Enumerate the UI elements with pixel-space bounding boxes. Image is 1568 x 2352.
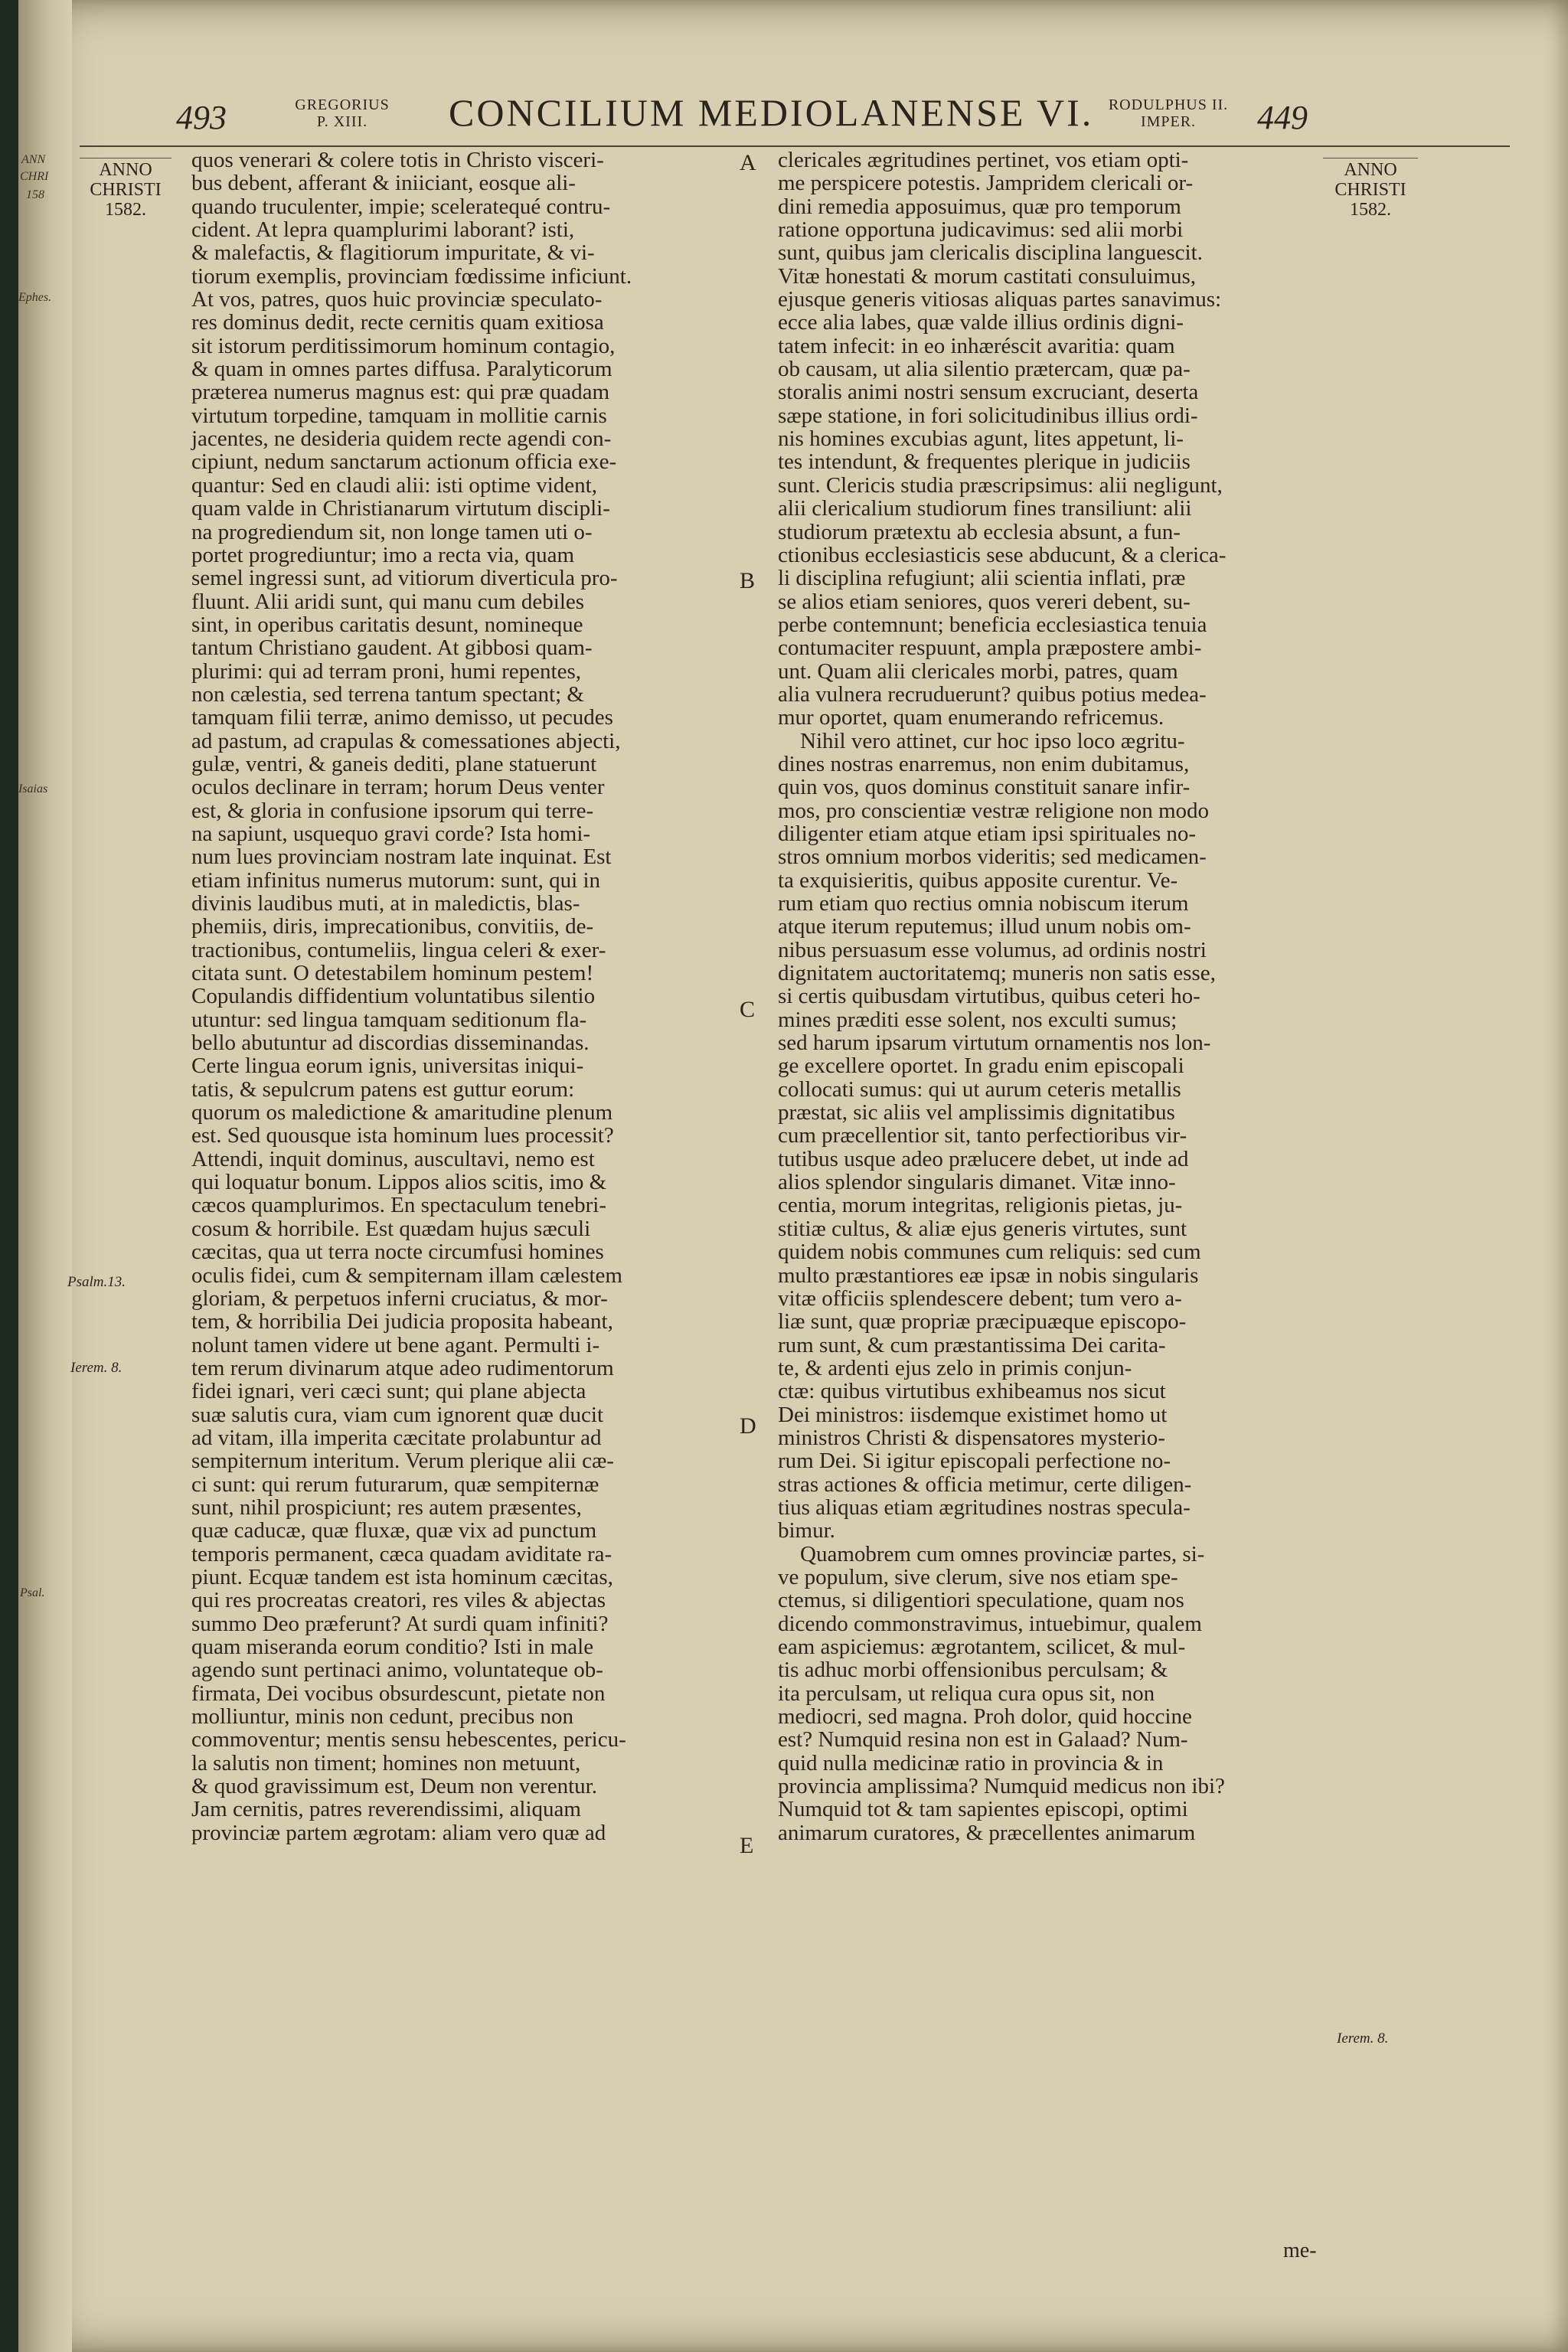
section-letter: C <box>740 997 756 1022</box>
text-line: ratione opportuna judicavimus: sed alii morbi <box>778 217 1184 243</box>
text-line: agendo sunt pertinaci animo, voluntateque ob- <box>191 1658 603 1683</box>
text-line: At vos, patres, quos huic provinciæ speculato- <box>191 287 603 312</box>
text-line: cæcos quamplurimos. En spectaculum tenebri- <box>191 1193 606 1218</box>
text-line: firmata, Dei vocibus obsurdescunt, pietate non <box>191 1681 606 1706</box>
text-line: provincia amplissima? Numquid medicus non ibi? <box>778 1774 1225 1799</box>
text-line: Copulandis diffidentium voluntatibus silentio <box>191 984 596 1009</box>
text-line: citata sunt. O detestabilem hominum pestem! <box>191 961 594 986</box>
pope-label: GREGORIUS P. XIII. <box>295 96 390 130</box>
text-line: animarum curatores, & præcellentes animarum <box>778 1820 1196 1845</box>
text-line: diligenter etiam atque etiam ipsi spirituales no- <box>778 821 1197 846</box>
text-line: rum sunt, & cum præstantissima Dei carita- <box>778 1332 1166 1357</box>
text-line: molliuntur, minis non cedunt, precibus non <box>191 1704 574 1730</box>
text-line: tius aliquas etiam ægritudines nostras specula- <box>778 1494 1191 1520</box>
text-line: cæcitas, qua ut terra nocte circumfusi homines <box>191 1240 604 1265</box>
page-title: CONCILIUM MEDIOLANENSE VI. <box>449 91 1094 134</box>
text-line: & malefactis, & flagitiorum impuritate, & vi- <box>191 240 595 266</box>
text-line: cum præcellentior sit, tanto perfectioribus vir- <box>778 1123 1187 1148</box>
text-line: sempiternum interitum. Verum plerique alii cæ- <box>191 1449 614 1474</box>
text-line: bus debent, afferant & iniiciant, eosque ali- <box>191 171 576 196</box>
text-line: est? Numquid resina non est in Galaad? Num- <box>778 1727 1188 1753</box>
text-line: etiam infinitus numerus mutorum: sunt, qui in <box>191 867 601 893</box>
text-line: rum Dei. Si igitur episcopali perfectione no- <box>778 1449 1171 1474</box>
text-line: sunt, quibus jam clericalis disciplina languescit. <box>778 240 1203 266</box>
text-line: ci sunt: qui rerum futurarum, quæ sempiternæ <box>191 1472 599 1497</box>
text-line: Vitæ honestati & morum castitati consuluimus, <box>778 263 1196 289</box>
text-line: tis adhuc morbi offensionibus perculsam; & <box>778 1658 1168 1683</box>
text-line: præterea numerus magnus est: qui præ quadam <box>191 380 610 405</box>
text-line: studiorum prætextu ab ecclesia absunt, a fun- <box>778 519 1181 544</box>
text-line: non cælestia, sed terrena tantum spectant; & <box>191 681 584 707</box>
text-line: commoventur; mentis sensu hebescentes, pericu- <box>191 1727 626 1753</box>
text-line: est. Sed quousque ista hominum lues processit? <box>191 1123 614 1148</box>
text-line: præstat, sic aliis vel amplissimis dignitatibus <box>778 1100 1175 1125</box>
text-line: oculos declinare in terram; horum Deus venter <box>191 775 605 800</box>
text-line: quorum os maledictione & amaritudine plenum <box>191 1100 613 1125</box>
prev-page-fragment: CHRI <box>20 170 49 183</box>
text-line: ecce alia labes, quæ valde illius ordinis digni- <box>778 310 1184 335</box>
text-line: centia, morum integritas, religionis pietas, ju- <box>778 1193 1183 1218</box>
text-line: ad pastum, ad crapulas & comessationes abjecti, <box>191 728 621 753</box>
text-line: quidem nobis communes cum reliquis: sed cum <box>778 1240 1201 1265</box>
text-line: mines præditi esse solent, nos exculti sumus; <box>778 1007 1178 1032</box>
text-line: tractionibus, contumeliis, lingua celeri & exer- <box>191 937 606 962</box>
text-line: me perspicere potestis. Jampridem clericali or- <box>778 171 1194 196</box>
text-line: stitiæ cultus, & aliæ ejus generis virtutes, sunt <box>778 1216 1187 1241</box>
margin-note-jeremiah: Ierem. 8. <box>1337 2030 1389 2047</box>
text-line: suæ salutis cura, viam cum ignorent quæ ducit <box>191 1402 604 1427</box>
text-line: ob causam, ut alia silentio prætercam, quæ pa- <box>778 357 1191 382</box>
text-line: utuntur: sed lingua tamquam seditionum fla- <box>191 1007 587 1032</box>
text-line: multo præstantiores eæ ipsæ in nobis singularis <box>778 1263 1199 1288</box>
text-line: virtutum torpedine, tamquam in mollitie carnis <box>191 403 607 428</box>
text-line: tutibus usque adeo prælucere debet, ut inde ad <box>778 1146 1189 1171</box>
text-line: tiorum exemplis, provinciam fœdissime inficiunt. <box>191 263 632 289</box>
text-line: gloriam, & perpetuos inferni cruciatus, & mor- <box>191 1285 608 1311</box>
right-text-column <box>778 149 1334 1844</box>
text-line: nis homines excubias agunt, lites appetunt, li- <box>778 426 1184 452</box>
prev-page-fragment: Ephes. <box>18 291 52 304</box>
anno-christi-right: ANNO CHRISTI 1582. <box>1323 158 1418 220</box>
text-line: & quod gravissimum est, Deum non verentur. <box>191 1774 597 1799</box>
text-line: alia vulnera recruduerunt? quibus potius medea- <box>778 681 1207 707</box>
emperor-label: RODULPHUS II. IMPER. <box>1108 96 1229 130</box>
text-line: ve populum, sive clerum, sive nos etiam spe- <box>778 1564 1178 1589</box>
text-line: tantum Christiano gaudent. At gibbosi quam- <box>191 635 593 661</box>
text-line: Quamobrem cum omnes provinciæ partes, si- <box>778 1541 1205 1566</box>
text-line: quam valde in Christianarum virtutum discipli- <box>191 496 610 521</box>
section-letter: B <box>740 568 756 593</box>
catchword: me- <box>1283 2239 1317 2262</box>
text-line: ad vitam, illa imperita cæcitate prolabuntur ad <box>191 1425 602 1450</box>
text-line: stros omnium morbos videritis; sed medicamen- <box>778 844 1207 870</box>
text-line: clericales ægritudines pertinet, vos etiam opti- <box>778 148 1189 172</box>
text-line: dignitatem auctoritatemq; muneris non satis esse, <box>778 961 1216 986</box>
text-line: nolunt tamen videre ut bene agant. Permulti i- <box>191 1332 600 1357</box>
anno-christi-left: ANNO CHRISTI 1582. <box>80 158 172 220</box>
text-line: ita perculsam, ut reliqua cura opus sit, non <box>778 1681 1155 1706</box>
text-line: dines nostras enarremus, non enim dubitamus, <box>778 751 1190 776</box>
text-line: ctemus, si diligentiori speculatione, quam nos <box>778 1588 1184 1613</box>
text-line: quos venerari & colere totis in Christo visceri- <box>191 148 604 172</box>
text-line: piunt. Ecquæ tandem est ista hominum cæcitas, <box>191 1564 613 1589</box>
margin-note-psalm: Psalm.13. <box>67 1274 126 1290</box>
text-line: cipiunt, nedum sanctarum actionum officia exe- <box>191 449 617 475</box>
text-line: gulæ, ventri, & ganeis dediti, plane statuerunt <box>191 751 597 776</box>
text-line: ctionibus ecclesiasticis sese abducunt, & a clerica- <box>778 542 1227 567</box>
text-line: stras actiones & officia metimur, certe diligen- <box>778 1472 1192 1497</box>
book-page <box>18 0 1568 2352</box>
text-line: Dei ministros: iisdemque existimet homo ut <box>778 1402 1168 1427</box>
text-line: semel ingressi sunt, ad vitiorum diverticula pro- <box>191 566 618 591</box>
text-line: ge excellere oportet. In gradu enim episcopali <box>778 1054 1184 1079</box>
text-line: tes intendunt, & frequentes plerique in judiciis <box>778 449 1191 475</box>
header-rule <box>80 145 1510 147</box>
left-text-column <box>191 149 747 1844</box>
text-line: bello abutuntur ad discordias disseminandas. <box>191 1031 590 1056</box>
text-line: se alios etiam seniores, quos vereri debent, su- <box>778 589 1191 614</box>
text-line: quæ caducæ, quæ fluxæ, quæ vix ad punctum <box>191 1518 597 1544</box>
text-line: divinis laudibus muti, at in maledictis, blas- <box>191 891 580 916</box>
text-line: collocati sumus: qui ut aurum ceteris metallis <box>778 1076 1181 1102</box>
right-page-number: 449 <box>1257 99 1308 136</box>
text-line: quam miseranda eorum conditio? Isti in male <box>191 1635 594 1659</box>
text-line: phemiis, diris, imprecationibus, convitiis, de- <box>191 914 594 939</box>
text-line: jacentes, ne desideria quidem recte agendi con- <box>191 426 612 452</box>
text-line: plurimi: qui ad terram proni, humi repentes, <box>191 658 581 684</box>
text-line: tatem infecit: in eo inhæréscit avaritia: quam <box>778 333 1175 358</box>
text-line: unt. Quam alii clericales morbi, patres, quam <box>778 658 1178 684</box>
text-line: quando truculenter, impie; sceleratequé contru- <box>191 194 611 219</box>
text-line: alios splendor singularis dimanet. Vitæ inno- <box>778 1170 1176 1195</box>
prev-page-fragment: Isaias <box>18 782 48 795</box>
page-gutter <box>18 0 72 2352</box>
text-line: dini remedia apposuimus, quæ pro temporum <box>778 194 1181 219</box>
left-page-number: 493 <box>176 99 227 136</box>
text-line: fluunt. Alii aridi sunt, qui manu cum debiles <box>191 589 585 614</box>
text-line: Nihil vero attinet, cur hoc ipso loco ægritu- <box>778 728 1185 753</box>
prev-page-fragment: Psal. <box>20 1586 45 1599</box>
text-line: ctæ: quibus virtutibus exhibeamus nos sicut <box>778 1379 1166 1404</box>
text-line: est, & gloria in confusione ipsorum qui terre- <box>191 798 594 823</box>
text-line: mur oportet, quam enumerando refricemus. <box>778 705 1165 730</box>
text-line: na progrediendum sit, non longe tamen uti o- <box>191 519 593 544</box>
text-line: la salutis non timent; homines non metuunt, <box>191 1750 581 1775</box>
text-line: fidei ignari, veri cæci sunt; qui plane abjecta <box>191 1379 586 1404</box>
text-line: Numquid tot & tam sapientes episcopi, optimi <box>778 1797 1188 1822</box>
text-line: atque iterum reputemus; illud unum nobis om- <box>778 914 1191 939</box>
text-line: sint, in operibus caritatis desunt, nomineque <box>191 612 583 637</box>
text-line: li disciplina refugiunt; alii scientia inflati, præ <box>778 566 1186 591</box>
text-line: tatis, & sepulcrum patens est guttur eorum: <box>191 1076 575 1102</box>
text-line: ta exquisieritis, quibus apposite curentur. Ve- <box>778 867 1178 893</box>
text-line: storalis animi nostri sensum excruciant, deserta <box>778 380 1199 405</box>
text-line: na sapiunt, usquequo gravi corde? Ista homi- <box>191 821 591 846</box>
text-line: quid nulla medicinæ ratio in provincia & in <box>778 1750 1164 1775</box>
text-line: sæpe statione, in fori solicitudinibus illius ordi- <box>778 403 1198 428</box>
text-line: temporis permanent, cæca quadam aviditate ra- <box>191 1541 612 1566</box>
text-line: sed harum ipsarum virtutum ornamentis nos lon- <box>778 1031 1211 1056</box>
text-line: eam aspiciemus: ægrotantem, scilicet, & mul- <box>778 1635 1186 1659</box>
text-line: tamquam filii terræ, animo demisso, ut pecudes <box>191 705 613 730</box>
text-line: oculis fidei, cum & sempiternam illam cælestem <box>191 1263 622 1288</box>
section-letter: A <box>740 150 756 175</box>
text-line: num lues provinciam nostram late inquinat. Est <box>191 844 612 870</box>
text-line: quin vos, quos dominus constituit sanare infir- <box>778 775 1191 800</box>
section-letter: E <box>740 1833 754 1858</box>
text-line: & quam in omnes partes diffusa. Paralyticorum <box>191 357 612 382</box>
text-line: qui loquatur bonum. Lippos alios scitis, imo & <box>191 1170 607 1195</box>
text-line: sunt. Clericis studia præscripsimus: alii negligunt, <box>778 472 1223 498</box>
text-line: alii clericalium studiorum fines transiliunt: alii <box>778 496 1192 521</box>
text-line: te, & ardenti ejus zelo in primis conjun- <box>778 1355 1132 1380</box>
text-line: vitæ officiis splendescere debent; tum vero a- <box>778 1285 1182 1311</box>
text-line: rum etiam quo rectius omnia nobiscum iterum <box>778 891 1189 916</box>
text-line: cosum & horribile. Est quædam hujus sæculi <box>191 1216 591 1241</box>
text-line: perbe contemnunt; beneficia ecclesiastica tenuia <box>778 612 1207 637</box>
text-line: bimur. <box>778 1518 835 1544</box>
text-line: ministros Christi & dispensatores mysterio- <box>778 1425 1165 1450</box>
text-line: ejusque generis vitiosas aliquas partes sanavimus: <box>778 287 1222 312</box>
text-line: Certe lingua eorum ignis, universitas iniqui- <box>191 1054 584 1079</box>
prev-page-fragment: 158 <box>26 188 44 201</box>
text-line: mos, pro conscientiæ vestræ religione non modo <box>778 798 1210 823</box>
text-line: mediocri, sed magna. Proh dolor, quid hoccine <box>778 1704 1192 1730</box>
text-line: si certis quibusdam virtutibus, quibus ceteri ho- <box>778 984 1200 1009</box>
section-letter: D <box>740 1413 756 1439</box>
text-line: qui res procreatas creatori, res viles & abjectas <box>191 1588 606 1613</box>
text-line: tem, & horribilia Dei judicia proposita habeant, <box>191 1309 613 1334</box>
prev-page-fragment: ANN <box>21 153 46 166</box>
text-line: nibus persuasum esse volumus, ad ordinis nostri <box>778 937 1207 962</box>
margin-note-jeremiah: Ierem. 8. <box>70 1360 122 1376</box>
text-line: quantur: Sed en claudi alii: isti optime vident, <box>191 472 597 498</box>
text-line: liæ sunt, quæ propriæ præcipuæque episcopo- <box>778 1309 1187 1334</box>
text-line: contumaciter respuunt, ampla præpostere ambi- <box>778 635 1202 661</box>
text-line: sunt, nihil prospiciunt; res autem præsentes, <box>191 1494 582 1520</box>
text-line: portet progrediuntur; imo a recta via, quam <box>191 542 575 567</box>
text-line: provinciæ partem ægrotam: aliam vero quæ ad <box>191 1820 606 1845</box>
text-line: Attendi, inquit dominus, auscultavi, nemo est <box>191 1146 595 1171</box>
text-line: dicendo commonstravimus, intuebimur, qualem <box>778 1611 1202 1636</box>
text-line: tem rerum divinarum atque adeo rudimentorum <box>191 1355 614 1380</box>
text-line: sit istorum perditissimorum hominum contagio, <box>191 333 616 358</box>
text-line: cident. At lepra quamplurimi laborant? isti, <box>191 217 575 243</box>
text-line: summo Deo præferunt? At surdi quam infiniti? <box>191 1611 609 1636</box>
text-line: res dominus dedit, recte cernitis quam exitiosa <box>191 310 604 335</box>
text-line: Jam cernitis, patres reverendissimi, aliquam <box>191 1797 581 1822</box>
